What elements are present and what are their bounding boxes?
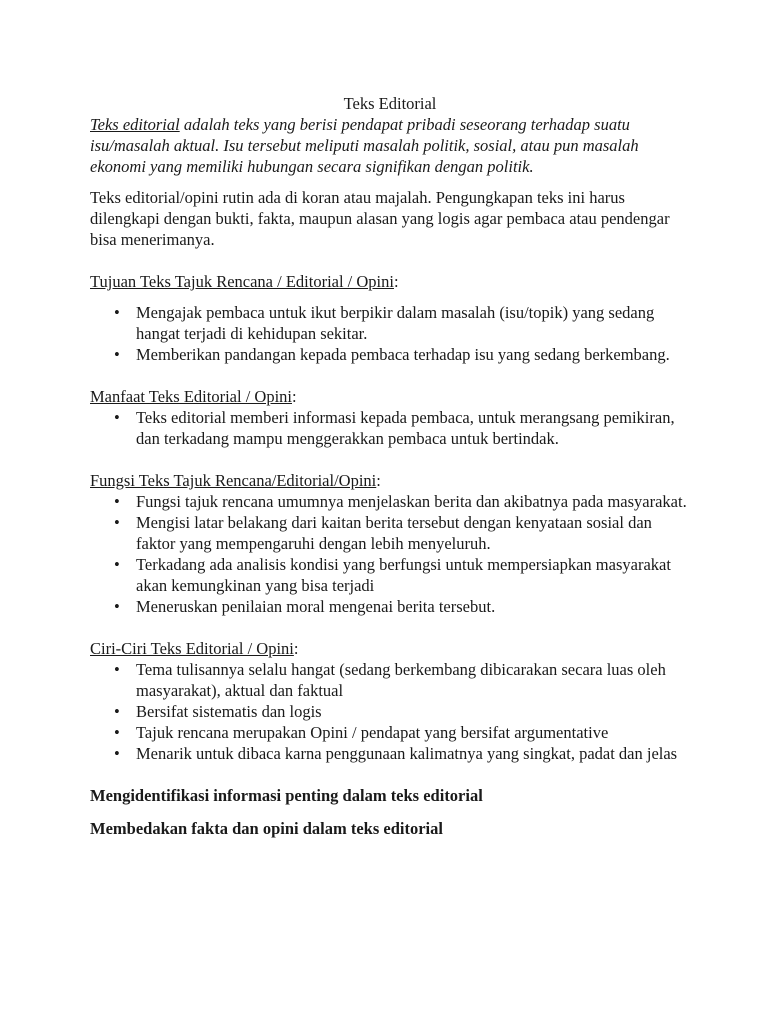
section-tujuan (90, 271, 690, 365)
section-heading-text: Ciri-Ciri Teks Editorial / Opini (90, 639, 294, 658)
list-item: • Tema tulisannya selalu hangat (sedang berkembang dibicarakan secara luas oleh masyarakat), aktual dan faktual (136, 659, 690, 701)
intro-term: Teks editorial (90, 115, 180, 134)
intro-paragraph (90, 114, 690, 177)
bold-heading-fact-opinion: Membedakan fakta dan opini dalam teks editorial (90, 819, 443, 838)
section-ciri-ciri (90, 638, 690, 764)
section-heading (90, 271, 690, 292)
section-heading-colon: : (376, 471, 381, 490)
list-item: • Terkadang ada analisis kondisi yang berfungsi untuk mempersiapkan masyarakat akan kemungkinan yang bisa terjadi (136, 554, 690, 596)
list-item: • Tajuk rencana merupakan Opini / pendapat yang bersifat argumentative (136, 722, 690, 743)
section-heading (90, 638, 690, 659)
section-heading (90, 386, 690, 407)
bullet-list (90, 407, 690, 449)
document-title: Teks Editorial (343, 94, 437, 113)
section-heading-text: Tujuan Teks Tajuk Rencana / Editorial / Opini (90, 272, 394, 291)
intro-text: adalah teks yang berisi pendapat pribadi seseorang terhadap suatu isu/masalah aktual. Isu tersebut meliputi masalah politik, sosial, atau pun masalah ekonomi yang memiliki hubungan secara signifikan dengan politik. (90, 115, 639, 176)
section-heading-text: Manfaat Teks Editorial / Opini (90, 387, 292, 406)
bold-heading-identify: Mengidentifikasi informasi penting dalam teks editorial (90, 786, 483, 805)
list-item: • Meneruskan penilaian moral mengenai berita tersebut. (136, 596, 690, 617)
document-body (90, 93, 690, 839)
bullet-list (90, 302, 690, 365)
bullet-list (90, 659, 690, 764)
list-item: • Memberikan pandangan kepada pembaca terhadap isu yang sedang berkembang. (136, 344, 690, 365)
section-heading-text: Fungsi Teks Tajuk Rencana/Editorial/Opini (90, 471, 377, 490)
section-fungsi (90, 470, 690, 617)
list-item: • Mengajak pembaca untuk ikut berpikir dalam masalah (isu/topik) yang sedang hangat terjadi di kehidupan sekitar. (136, 302, 690, 344)
body-paragraph: Teks editorial/opini rutin ada di koran atau majalah. Pengungkapan teks ini harus dilengkapi dengan bukti, fakta, maupun alasan yang logis agar pembaca atau pendengar bisa menerimanya. (90, 188, 670, 249)
section-manfaat (90, 386, 690, 449)
section-heading-colon: : (292, 387, 297, 406)
list-item: • Bersifat sistematis dan logis (136, 701, 690, 722)
list-item: • Mengisi latar belakang dari kaitan berita tersebut dengan kenyataan sosial dan faktor yang mempengaruhi dengan lebih menyeluruh. (136, 512, 690, 554)
section-heading (90, 470, 690, 491)
list-item: • Menarik untuk dibaca karna penggunaan kalimatnya yang singkat, padat dan jelas (136, 743, 690, 764)
bullet-list (90, 491, 690, 617)
section-heading-colon: : (293, 639, 299, 658)
section-heading-colon: : (393, 272, 399, 291)
list-item: • Fungsi tajuk rencana umumnya menjelaskan berita dan akibatnya pada masyarakat. (136, 491, 690, 512)
list-item: • Teks editorial memberi informasi kepada pembaca, untuk merangsang pemikiran, dan terkadang mampu menggerakkan pembaca untuk bertindak. (136, 407, 690, 449)
